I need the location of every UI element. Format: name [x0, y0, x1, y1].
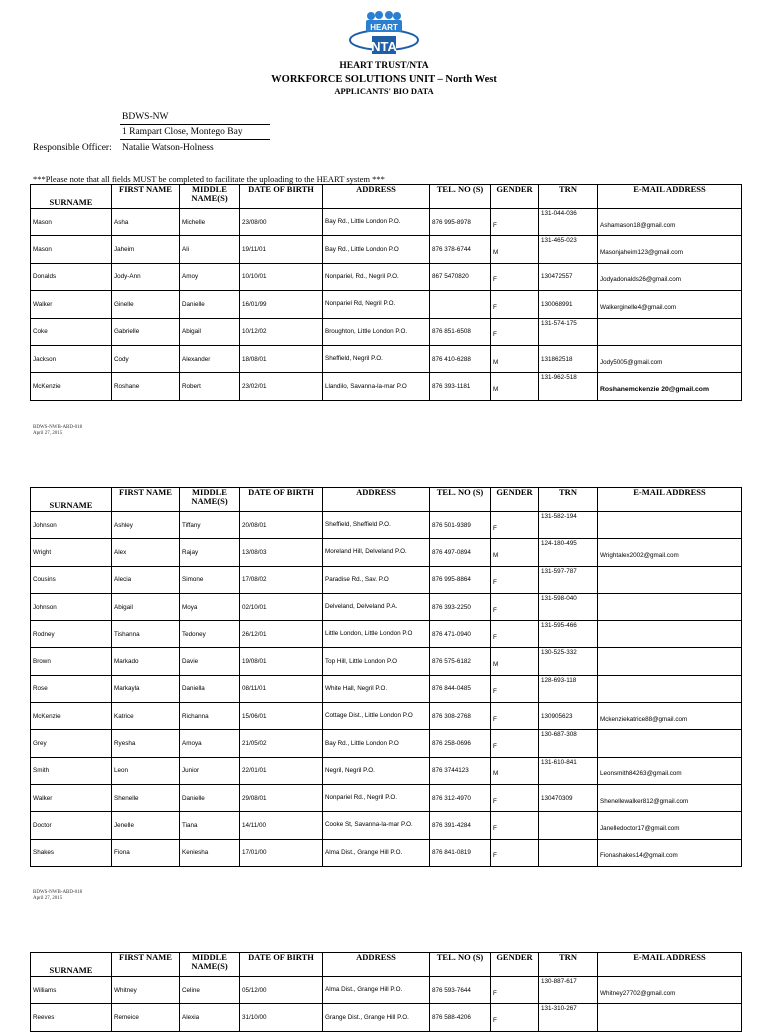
cell-first-name: Ashley: [112, 512, 180, 539]
cell-surname: Shakes: [31, 839, 112, 866]
col-email: E-MAIL ADDRESS: [598, 488, 742, 512]
cell-dob: 23/02/01: [240, 373, 323, 400]
col-middle-name: MIDDLE NAME(S): [180, 488, 240, 512]
cell-surname: Grey: [31, 730, 112, 757]
col-dob: DATE OF BIRTH: [240, 953, 323, 977]
col-trn: TRN: [539, 185, 598, 209]
cell-surname: Reeves: [31, 1004, 112, 1031]
trn-number: 131-598-040: [541, 594, 577, 602]
cell-middle-name: Davie: [180, 648, 240, 675]
underline: [120, 139, 270, 140]
cell-tel: 876 575-6182: [430, 648, 491, 675]
col-dob: DATE OF BIRTH: [240, 185, 323, 209]
cell-middle-name: Keniesha: [180, 839, 240, 866]
cell-first-name: Cody: [112, 345, 180, 372]
cell-tel: 876 841-0819: [430, 839, 491, 866]
cell-tel: 876 593-7644: [430, 977, 491, 1004]
cell-email: [598, 1004, 742, 1031]
cell-middle-name: Amoy: [180, 263, 240, 290]
cell-gender: F: [491, 291, 539, 318]
table-row: [31, 977, 742, 1004]
cell-dob: 15/06/01: [240, 703, 323, 730]
cell-dob: 05/12/00: [240, 977, 323, 1004]
cell-middle-name: Richanna: [180, 703, 240, 730]
cell-tel: 876 588-4206: [430, 1004, 491, 1031]
table-row: [31, 784, 742, 811]
cell-gender: F: [491, 812, 539, 839]
cell-gender: F: [491, 839, 539, 866]
cell-first-name: Leon: [112, 757, 180, 784]
cell-dob: 10/10/01: [240, 263, 323, 290]
cell-middle-name: Amoya: [180, 730, 240, 757]
cell-address: Little London, Little London P.O: [323, 621, 430, 648]
cell-address: Alma Dist., Grange Hill P.O.: [323, 977, 430, 1004]
cell-surname: Jackson: [31, 345, 112, 372]
cell-surname: Cousins: [31, 566, 112, 593]
cell-address: Top Hill, Little London P.O: [323, 648, 430, 675]
cell-email: [598, 730, 742, 757]
cell-email: Mckenziekatrice88@gmail.com: [598, 703, 742, 730]
cell-email: Masonjaheim123@gmail.com: [598, 236, 742, 263]
col-middle-name: MIDDLE NAME(S): [180, 185, 240, 209]
col-gender: GENDER: [491, 953, 539, 977]
upload-note: ***Please note that all fields MUST be completed to facilitate the uploading to the HEART system ***: [33, 174, 385, 184]
cell-trn: [539, 566, 598, 593]
cell-first-name: Jenelle: [112, 812, 180, 839]
cell-gender: F: [491, 730, 539, 757]
cell-first-name: Remeice: [112, 1004, 180, 1031]
cell-trn: [539, 839, 598, 866]
table-row: [31, 209, 742, 236]
cell-email: [598, 621, 742, 648]
cell-address: Delveland, Delveland P.A.: [323, 593, 430, 620]
cell-trn: [539, 236, 598, 263]
cell-first-name: Markayla: [112, 675, 180, 702]
trn-number: 131-574-175: [541, 319, 577, 327]
table-row: [31, 345, 742, 372]
table-row: [31, 373, 742, 400]
trn-value: 130470309: [541, 794, 573, 802]
cell-tel: 876 995-8864: [430, 566, 491, 593]
cell-dob: 29/08/01: [240, 784, 323, 811]
cell-surname: Brown: [31, 648, 112, 675]
cell-gender: F: [491, 977, 539, 1004]
applicants-table-2: [30, 487, 742, 867]
cell-middle-name: Robert: [180, 373, 240, 400]
cell-email: Roshanemckenzie 20@gmail.com: [598, 373, 742, 400]
cell-address: White Hall, Negril P.O.: [323, 675, 430, 702]
cell-address: Moreland Hill, Delveland P.O.: [323, 539, 430, 566]
trn-number: 124-180-495: [541, 540, 577, 548]
cell-gender: F: [491, 566, 539, 593]
cell-middle-name: Danielle: [180, 291, 240, 318]
table-row: [31, 812, 742, 839]
cell-email: [598, 648, 742, 675]
footer-date: April 27, 2015: [33, 431, 63, 436]
trn-number: 131-962-518: [541, 374, 577, 382]
col-address: ADDRESS: [323, 953, 430, 977]
table-row: [31, 318, 742, 345]
table-row: [31, 730, 742, 757]
trn-number: 131-310-267: [541, 1005, 577, 1013]
cell-address: Bay Rd., Little London P.O: [323, 236, 430, 263]
cell-trn: [539, 757, 598, 784]
cell-surname: Doctor: [31, 812, 112, 839]
cell-email: [598, 512, 742, 539]
col-surname: SURNAME: [31, 488, 112, 512]
cell-first-name: Markado: [112, 648, 180, 675]
cell-surname: Smith: [31, 757, 112, 784]
office-code: BDWS-NW: [122, 112, 169, 122]
cell-middle-name: Abigail: [180, 318, 240, 345]
cell-dob: 22/01/01: [240, 757, 323, 784]
cell-middle-name: Ali: [180, 236, 240, 263]
cell-middle-name: Alexander: [180, 345, 240, 372]
trn-number: 131-597-787: [541, 567, 577, 575]
trn-number: 131-582-194: [541, 513, 577, 520]
cell-email: Jodyadonalds26@gmail.com: [598, 263, 742, 290]
cell-surname: Williams: [31, 977, 112, 1004]
col-dob: DATE OF BIRTH: [240, 488, 323, 512]
col-email: E-MAIL ADDRESS: [598, 185, 742, 209]
table-row: [31, 757, 742, 784]
cell-email: [598, 593, 742, 620]
cell-first-name: Fiona: [112, 839, 180, 866]
cell-trn: [539, 345, 598, 372]
cell-trn: [539, 373, 598, 400]
cell-dob: 23/08/00: [240, 209, 323, 236]
cell-trn: [539, 675, 598, 702]
cell-surname: Rose: [31, 675, 112, 702]
cell-gender: F: [491, 318, 539, 345]
cell-middle-name: Tedoney: [180, 621, 240, 648]
trn-number: 128-693-118: [541, 676, 577, 684]
cell-first-name: Alex: [112, 539, 180, 566]
unit-title: WORKFORCE SOLUTIONS UNIT – North West: [271, 74, 497, 85]
cell-tel: 876 378-6744: [430, 236, 491, 263]
cell-tel: [430, 291, 491, 318]
cell-surname: Mason: [31, 209, 112, 236]
cell-address: Nonpariel Rd., Negril P.O.: [323, 784, 430, 811]
cell-address: Bay Rd., Little London P.O.: [323, 209, 430, 236]
cell-gender: F: [491, 209, 539, 236]
cell-tel: 876 844-0485: [430, 675, 491, 702]
col-tel: TEL. NO (S): [430, 488, 491, 512]
applicants-table-1: [30, 184, 742, 401]
table-row: [31, 263, 742, 290]
table-row: [31, 621, 742, 648]
cell-first-name: Ryesha: [112, 730, 180, 757]
col-surname: SURNAME: [31, 185, 112, 209]
cell-tel: 876 308-2768: [430, 703, 491, 730]
cell-trn: [539, 593, 598, 620]
cell-trn: [539, 703, 598, 730]
trn-value: 131862518: [541, 355, 573, 363]
cell-trn: [539, 730, 598, 757]
cell-tel: 876 391-4284: [430, 812, 491, 839]
cell-middle-name: Alexia: [180, 1004, 240, 1031]
cell-middle-name: Celine: [180, 977, 240, 1004]
cell-first-name: Jody-Ann: [112, 263, 180, 290]
cell-address: Broughton, Little London P.O.: [323, 318, 430, 345]
col-first-name: FIRST NAME: [112, 185, 180, 209]
cell-gender: M: [491, 539, 539, 566]
cell-dob: 21/05/02: [240, 730, 323, 757]
cell-dob: 17/01/00: [240, 839, 323, 866]
cell-address: Alma Dist., Grange Hill P.O.: [323, 839, 430, 866]
cell-surname: Walker: [31, 291, 112, 318]
cell-middle-name: Simone: [180, 566, 240, 593]
cell-first-name: Jaheim: [112, 236, 180, 263]
table-row: [31, 539, 742, 566]
cell-address: Cooke St, Savanna-la-mar P.O.: [323, 812, 430, 839]
cell-email: Janelledoctor17@gmail.com: [598, 812, 742, 839]
cell-dob: 13/08/03: [240, 539, 323, 566]
table-row: [31, 1004, 742, 1031]
cell-email: Wrightalex2002@gmail.com: [598, 539, 742, 566]
col-surname: SURNAME: [31, 953, 112, 977]
col-trn: TRN: [539, 488, 598, 512]
cell-tel: 876 501-9389: [430, 512, 491, 539]
cell-dob: 19/08/01: [240, 648, 323, 675]
cell-dob: 17/08/02: [240, 566, 323, 593]
cell-address: Nonpariel, Rd., Negril P.O.: [323, 263, 430, 290]
col-gender: GENDER: [491, 185, 539, 209]
cell-gender: F: [491, 621, 539, 648]
cell-surname: Mason: [31, 236, 112, 263]
cell-dob: 16/01/99: [240, 291, 323, 318]
cell-first-name: Ginelle: [112, 291, 180, 318]
table-row: [31, 512, 742, 539]
cell-trn: [539, 648, 598, 675]
table-row: [31, 593, 742, 620]
cell-middle-name: Danielle: [180, 784, 240, 811]
cell-dob: 10/12/02: [240, 318, 323, 345]
col-tel: TEL. NO (S): [430, 953, 491, 977]
cell-address: Cottage Dist., Little London P.O: [323, 703, 430, 730]
cell-tel: 876 3744123: [430, 757, 491, 784]
cell-surname: Walker: [31, 784, 112, 811]
office-address: 1 Rampart Close, Montego Bay: [122, 127, 243, 137]
cell-gender: M: [491, 345, 539, 372]
cell-dob: 20/08/01: [240, 512, 323, 539]
cell-gender: F: [491, 1004, 539, 1031]
table-row: [31, 566, 742, 593]
cell-middle-name: Daniella: [180, 675, 240, 702]
cell-dob: 18/08/01: [240, 345, 323, 372]
logo-nta-text: NTA: [371, 39, 397, 54]
cell-trn: [539, 977, 598, 1004]
cell-trn: [539, 318, 598, 345]
officer-label: Responsible Officer:: [33, 143, 112, 153]
cell-first-name: Abigail: [112, 593, 180, 620]
cell-trn: [539, 621, 598, 648]
table-row: [31, 648, 742, 675]
table-row: [31, 236, 742, 263]
cell-dob: 08/11/01: [240, 675, 323, 702]
cell-gender: M: [491, 236, 539, 263]
cell-trn: [539, 291, 598, 318]
cell-tel: 876 851-6508: [430, 318, 491, 345]
cell-gender: F: [491, 512, 539, 539]
logo-heart-text: HEART: [370, 23, 398, 32]
col-middle-name: MIDDLE NAME(S): [180, 953, 240, 977]
cell-address: Negril, Negril P.O.: [323, 757, 430, 784]
cell-address: Nonpariel Rd, Negril P.O.: [323, 291, 430, 318]
col-address: ADDRESS: [323, 185, 430, 209]
col-gender: GENDER: [491, 488, 539, 512]
cell-surname: Wright: [31, 539, 112, 566]
table-row: [31, 291, 742, 318]
cell-email: Shenellewalker812@gmail.com: [598, 784, 742, 811]
col-trn: TRN: [539, 953, 598, 977]
table-row: [31, 675, 742, 702]
cell-email: [598, 675, 742, 702]
col-address: ADDRESS: [323, 488, 430, 512]
cell-first-name: Alecia: [112, 566, 180, 593]
cell-first-name: Whitney: [112, 977, 180, 1004]
trn-value: 130472557: [541, 273, 573, 281]
trn-number: 131-465-023: [541, 237, 577, 245]
cell-email: Walkerginelle4@gmail.com: [598, 291, 742, 318]
cell-first-name: Katrice: [112, 703, 180, 730]
trn-number: 130-525-332: [541, 649, 577, 657]
cell-gender: F: [491, 784, 539, 811]
col-tel: TEL. NO (S): [430, 185, 491, 209]
cell-tel: 876 393-2250: [430, 593, 491, 620]
cell-address: Llandilo, Savanna-la-mar P.O: [323, 373, 430, 400]
cell-email: Fionashakes14@gmail.com: [598, 839, 742, 866]
cell-trn: [539, 1004, 598, 1031]
cell-address: Bay Rd., Little London P.O: [323, 730, 430, 757]
col-first-name: FIRST NAME: [112, 953, 180, 977]
cell-surname: McKenzie: [31, 373, 112, 400]
heart-nta-logo: [348, 10, 420, 60]
officer-name: Natalie Watson-Holness: [122, 143, 214, 153]
col-email: E-MAIL ADDRESS: [598, 953, 742, 977]
cell-gender: F: [491, 703, 539, 730]
cell-gender: M: [491, 757, 539, 784]
cell-gender: F: [491, 593, 539, 620]
cell-tel: 876 410-6288: [430, 345, 491, 372]
cell-email: Whitney27702@gmail.com: [598, 977, 742, 1004]
cell-first-name: Tishanna: [112, 621, 180, 648]
cell-dob: 19/11/01: [240, 236, 323, 263]
doc-footer: [33, 890, 82, 902]
cell-first-name: Gabrielle: [112, 318, 180, 345]
cell-trn: [539, 512, 598, 539]
trn-value: 130905623: [541, 712, 573, 720]
cell-trn: [539, 539, 598, 566]
cell-address: Paradise Rd., Sav. P.O: [323, 566, 430, 593]
cell-surname: McKenzie: [31, 703, 112, 730]
cell-middle-name: Tiffany: [180, 512, 240, 539]
trn-number: 131-044-036: [541, 210, 577, 217]
cell-email: Leonsmith84263@gmail.com: [598, 757, 742, 784]
cell-dob: 26/12/01: [240, 621, 323, 648]
cell-dob: 31/10/00: [240, 1004, 323, 1031]
cell-middle-name: Junior: [180, 757, 240, 784]
cell-email: Ashamason18@gmail.com: [598, 209, 742, 236]
cell-tel: 876 258-0696: [430, 730, 491, 757]
col-first-name: FIRST NAME: [112, 488, 180, 512]
cell-first-name: Asha: [112, 209, 180, 236]
footer-date: April 27, 2015: [33, 896, 63, 901]
cell-surname: Johnson: [31, 593, 112, 620]
cell-middle-name: Rajay: [180, 539, 240, 566]
cell-middle-name: Tiana: [180, 812, 240, 839]
cell-dob: 02/10/01: [240, 593, 323, 620]
cell-tel: 876 471-0940: [430, 621, 491, 648]
trn-number: 130-887-617: [541, 978, 577, 985]
table-row: [31, 839, 742, 866]
cell-trn: [539, 784, 598, 811]
cell-address: Sheffield, Sheffield P.O.: [323, 512, 430, 539]
cell-tel: 867 5470820: [430, 263, 491, 290]
trn-number: 130-687-308: [541, 731, 577, 739]
footer-code: BDWS-NWB-ABD-018: [33, 890, 83, 895]
cell-middle-name: Moya: [180, 593, 240, 620]
org-title: HEART TRUST/NTA: [339, 61, 429, 71]
table-row: [31, 703, 742, 730]
cell-tel: 876 995-8978: [430, 209, 491, 236]
trn-number: 131-610-841: [541, 758, 577, 766]
cell-trn: [539, 812, 598, 839]
cell-gender: F: [491, 675, 539, 702]
cell-gender: F: [491, 263, 539, 290]
cell-tel: 876 393-1181: [430, 373, 491, 400]
cell-email: Jody5005@gmail.com: [598, 345, 742, 372]
cell-tel: 876 312-4970: [430, 784, 491, 811]
cell-email: [598, 566, 742, 593]
cell-gender: M: [491, 648, 539, 675]
cell-trn: [539, 209, 598, 236]
cell-trn: [539, 263, 598, 290]
doc-footer: [33, 425, 82, 437]
cell-gender: M: [491, 373, 539, 400]
trn-number: 131-595-466: [541, 622, 577, 630]
cell-dob: 14/11/00: [240, 812, 323, 839]
cell-surname: Coke: [31, 318, 112, 345]
trn-value: 130068991: [541, 300, 573, 308]
applicants-table-3: [30, 952, 742, 1032]
underline: [120, 124, 270, 125]
cell-surname: Rodney: [31, 621, 112, 648]
cell-first-name: Shenelle: [112, 784, 180, 811]
footer-code: BDWS-NWB-ABD-018: [33, 425, 83, 430]
cell-surname: Donalds: [31, 263, 112, 290]
cell-tel: 876 497-0894: [430, 539, 491, 566]
cell-address: Sheffield, Negril P.O.: [323, 345, 430, 372]
cell-email: [598, 318, 742, 345]
cell-middle-name: Michelle: [180, 209, 240, 236]
cell-first-name: Roshane: [112, 373, 180, 400]
cell-address: Grange Dist., Grange Hill P.O.: [323, 1004, 430, 1031]
cell-surname: Johnson: [31, 512, 112, 539]
document-title: APPLICANTS' BIO DATA: [334, 86, 434, 96]
